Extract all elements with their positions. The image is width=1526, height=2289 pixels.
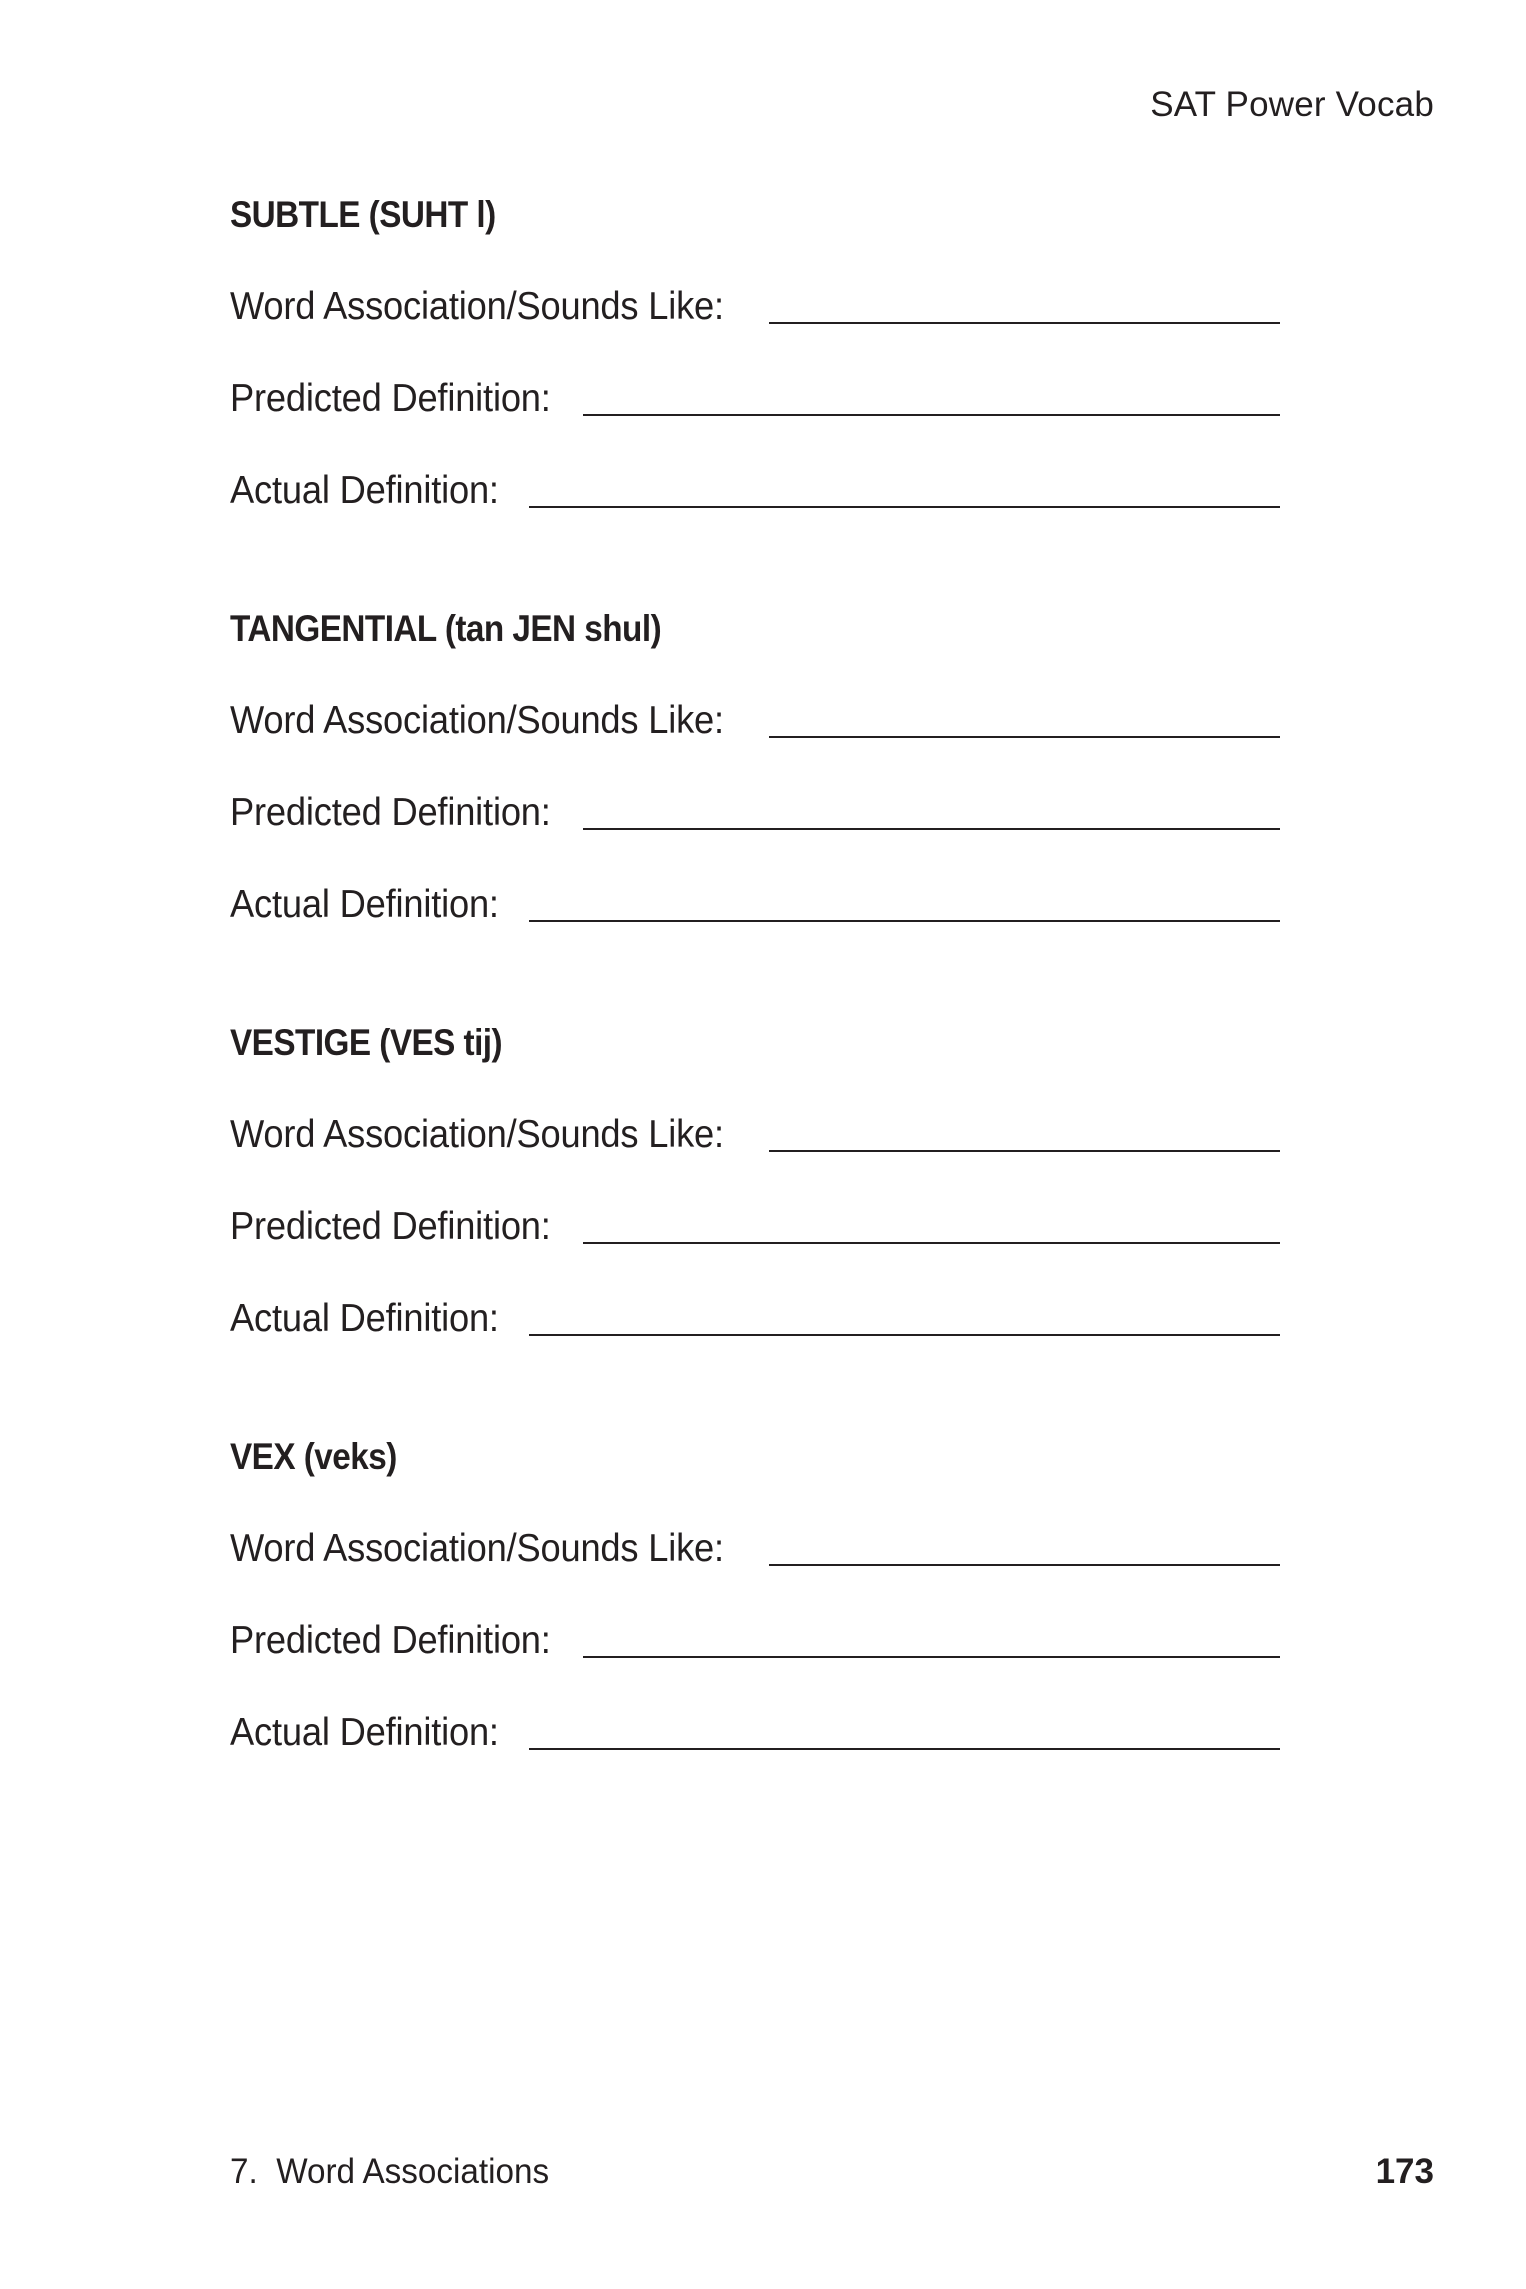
predicted-definition-field: [230, 374, 1280, 424]
predicted-definition-field: [230, 1616, 1280, 1666]
entry-heading: VESTIGE (VES tij): [230, 1022, 503, 1063]
actual-definition-label: Actual Definition:: [230, 469, 499, 512]
association-field: [230, 696, 1280, 746]
actual-definition-label: Actual Definition:: [230, 883, 499, 926]
actual-definition-field: [230, 1708, 1280, 1758]
predicted-definition-label: Predicted Definition:: [230, 791, 551, 834]
actual-definition-label: Actual Definition:: [230, 1297, 499, 1340]
actual-definition-blank[interactable]: [529, 920, 1280, 922]
entry-heading: VEX (veks): [230, 1436, 397, 1477]
association-label: Word Association/Sounds Like:: [230, 699, 724, 742]
vocab-entry: [230, 1432, 1280, 1846]
association-label: Word Association/Sounds Like:: [230, 285, 724, 328]
predicted-definition-blank[interactable]: [583, 414, 1280, 416]
association-label: Word Association/Sounds Like:: [230, 1113, 724, 1156]
actual-definition-blank[interactable]: [529, 1748, 1280, 1750]
association-field: [230, 1110, 1280, 1160]
predicted-definition-label: Predicted Definition:: [230, 1619, 551, 1662]
predicted-definition-field: [230, 1202, 1280, 1252]
predicted-definition-field: [230, 788, 1280, 838]
vocab-entry: [230, 1018, 1280, 1432]
actual-definition-label: Actual Definition:: [230, 1711, 499, 1754]
footer-chapter: 7. Word Associations: [230, 2152, 550, 2191]
association-blank[interactable]: [769, 322, 1280, 324]
vocab-entry: [230, 604, 1280, 1018]
vocab-entries: [230, 190, 1280, 1846]
entry-heading: TANGENTIAL (tan JEN shul): [230, 608, 662, 649]
association-field: [230, 1524, 1280, 1574]
actual-definition-field: [230, 880, 1280, 930]
running-header: SAT Power Vocab: [1150, 85, 1434, 124]
association-field: [230, 282, 1280, 332]
association-blank[interactable]: [769, 1150, 1280, 1152]
predicted-definition-blank[interactable]: [583, 1242, 1280, 1244]
predicted-definition-label: Predicted Definition:: [230, 377, 551, 420]
association-blank[interactable]: [769, 736, 1280, 738]
association-blank[interactable]: [769, 1564, 1280, 1566]
association-label: Word Association/Sounds Like:: [230, 1527, 724, 1570]
actual-definition-field: [230, 466, 1280, 516]
vocab-entry: [230, 190, 1280, 604]
predicted-definition-label: Predicted Definition:: [230, 1205, 551, 1248]
entry-heading: SUBTLE (SUHT l): [230, 194, 496, 235]
predicted-definition-blank[interactable]: [583, 1656, 1280, 1658]
predicted-definition-blank[interactable]: [583, 828, 1280, 830]
actual-definition-blank[interactable]: [529, 1334, 1280, 1336]
page-number: 173: [1375, 2152, 1434, 2191]
actual-definition-blank[interactable]: [529, 506, 1280, 508]
actual-definition-field: [230, 1294, 1280, 1344]
